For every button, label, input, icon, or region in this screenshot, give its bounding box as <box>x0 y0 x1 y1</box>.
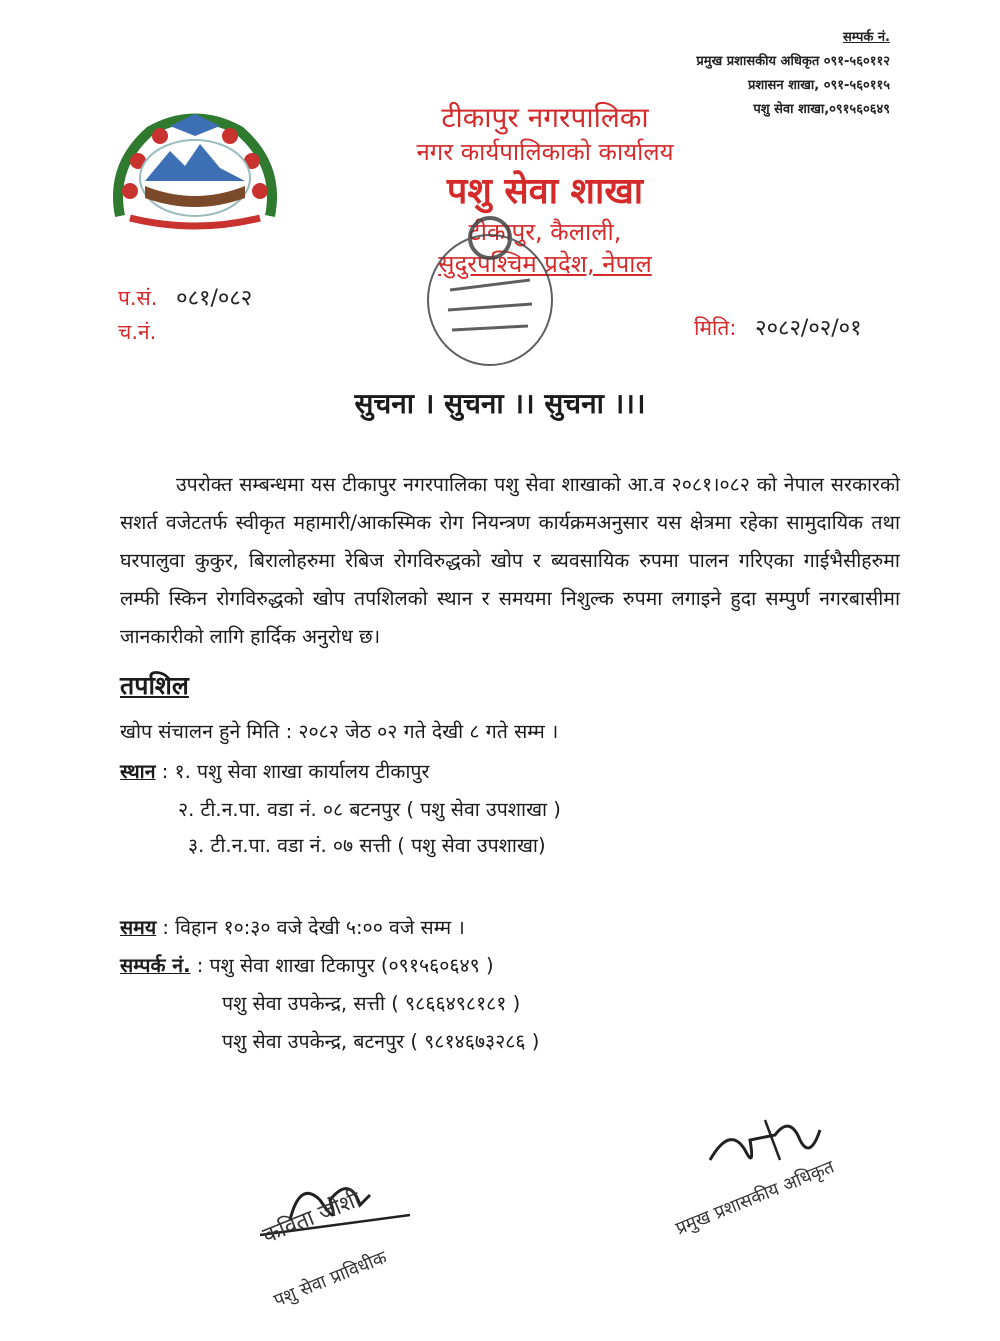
contact-line-admin: प्रशासन शाखा, ०९१-५६०११५ <box>747 78 890 93</box>
office-stamp-icon <box>420 200 560 370</box>
contact-row-1 <box>120 952 494 980</box>
section-name: पशु सेवा शाखा <box>446 171 644 212</box>
details-heading: तपशिल <box>120 671 189 700</box>
location-item-1: : १. पशु सेवा शाखा कार्यालय टीकापुर <box>161 760 430 783</box>
ref-date-label: मिति: <box>694 316 737 340</box>
contact-heading: सम्पर्क नं. <box>843 30 890 45</box>
contact-item-2: पशु सेवा उपकेन्द्र, सत्ती ( ९८६६४९८१८१ ) <box>222 992 521 1015</box>
office-name: नगर कार्यपालिकाको कार्यालय <box>416 138 674 166</box>
address-line: टीकापुर, कैलाली, <box>468 218 622 246</box>
notice-paragraph: उपरोक्त सम्बन्धमा यस टीकापुर नगरपालिका पशु सेवा शाखाको आ.व २०८१।०८२ को नेपाल सरकारको सशर्त वजेटतर्फ स्वीकृत महामारी/आकस्मिक रोग नियन्त्रण कार्यक्रमअनुसार यस क्षेत्रमा रहेका सामुदायिक तथा घरपालुवा कुकुर, बिरालोहरुमा रेबिज रोगविरुद्धको खोप र ब्यवसायिक रुपमा पालन गरिएका गाईभैसीहरुमा लम्फी स्किन रोगविरुद्धको खोप तपशिलको स्थान र समयमा निशुल्क रुपमा लगाइने हुदा सम्पुर्ण नगरबासीमा जानकारीको लागि हार्दिक अनुरोध छ। <box>120 473 900 648</box>
ref-cha-na-label: च.नं. <box>118 320 157 344</box>
ref-date <box>694 312 862 342</box>
contact-label: सम्पर्क नं. <box>120 954 191 977</box>
right-signatory-title: प्रमुख प्रशासकीय अधिकृत <box>672 1156 838 1240</box>
location-item-2: २. टी.न.पा. वडा नं. ०८ बटनपुर ( पशु सेवा उपशाखा ) <box>178 798 561 821</box>
vaccination-date: खोप संचालन हुने मिति : २०८२ जेठ ०२ गते देखी ८ गते सम्म । <box>120 720 559 743</box>
ref-cha-na <box>118 318 156 346</box>
location-item-3: ३. टी.न.पा. वडा नं. ०७ सत्ती ( पशु सेवा उपशाखा) <box>188 834 546 857</box>
contact-item-3: पशु सेवा उपकेन्द्र, बटनपुर ( ९८१४६७३२८६ ) <box>222 1030 540 1053</box>
province-line: सुदुरपश्चिम प्रदेश, नेपाल <box>438 250 652 278</box>
municipality-name: टीकापुर नगरपालिका <box>441 101 649 134</box>
location-row-1 <box>120 758 429 786</box>
contact-line-livestock: पशु सेवा शाखा,०९१५६०६४९ <box>753 102 890 117</box>
time-label: समय <box>120 916 157 939</box>
ref-pa-sa-value: ०८१/०८२ <box>176 286 253 311</box>
time-value: : विहान १०:३० वजे देखी ५:०० वजे सम्म । <box>162 916 465 939</box>
ref-date-value: २०८२/०२/०१ <box>755 316 862 341</box>
ref-pa-sa-label: प.सं. <box>118 286 158 310</box>
ref-pa-sa <box>118 282 252 312</box>
location-label: स्थान <box>120 760 156 783</box>
left-signatory-title: पशु सेवा प्राविधीक <box>270 1246 390 1312</box>
notice-title: सुचना । सुचना ।। सुचना ।।। <box>354 387 646 420</box>
contact-item-1: : पशु सेवा शाखा टिकापुर (०९१५६०६४९ ) <box>196 954 494 977</box>
nepal-emblem-icon <box>100 106 290 236</box>
time-row <box>120 914 465 942</box>
left-signatory-name: कविता जोशी <box>259 1187 365 1249</box>
contact-line-cao: प्रमुख प्रशासकीय अधिकृत ०९१-५६०११२ <box>696 54 890 69</box>
